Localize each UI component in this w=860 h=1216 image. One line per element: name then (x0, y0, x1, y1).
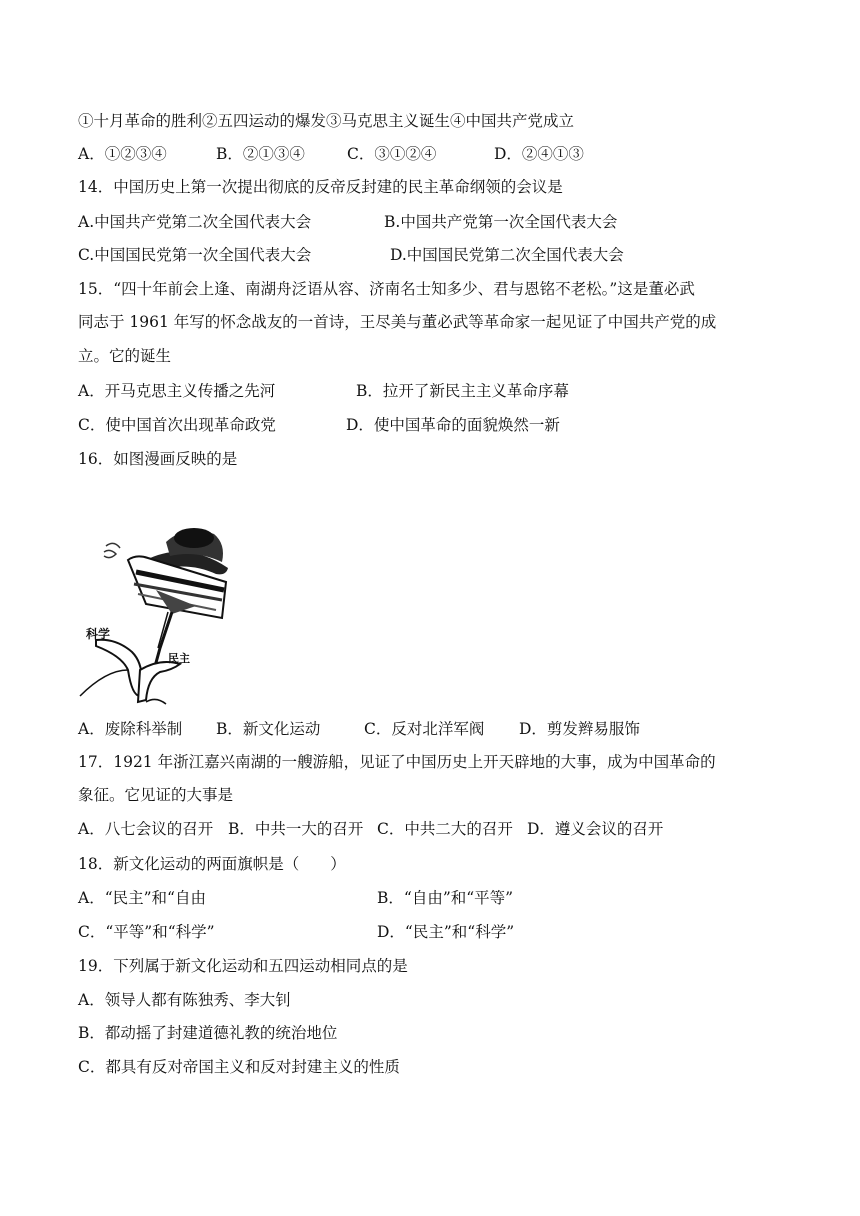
q16-stem: 16．如图漫画反映的是 (78, 450, 238, 468)
q16-option-d: D．剪发辫易服饰 (519, 720, 640, 738)
cartoon-image (76, 520, 236, 706)
q19-option-b: B．都动摇了封建道德礼教的统治地位 (78, 1024, 338, 1042)
q18-option-d: D．“民主”和“科学” (377, 923, 515, 941)
q13-option-a: A．①②③④ (78, 145, 167, 163)
q13-option-c: C．③①②④ (347, 145, 437, 163)
q19-stem: 19．下列属于新文化运动和五四运动相同点的是 (78, 957, 408, 975)
cartoon-label-democracy: 民主 (168, 652, 190, 665)
q13-items: ①十月革命的胜利②五四运动的爆发③马克思主义诞生④中国共产党成立 (78, 112, 575, 130)
q16-option-b: B．新文化运动 (216, 720, 321, 738)
q17-stem-line-2: 象征。它见证的大事是 (78, 786, 234, 804)
q16-option-a: A．废除科举制 (78, 720, 183, 738)
q18-option-a: A．“民主”和“自由 (78, 889, 206, 907)
q14-option-c: C.中国国民党第一次全国代表大会 (78, 246, 312, 264)
q15-option-a: A．开马克思主义传播之先河 (78, 382, 276, 400)
q17-stem-line-1: 17．1921 年浙江嘉兴南湖的一艘游船，见证了中国历史上开天辟地的大事，成为中国革命的 (78, 753, 716, 771)
q15-option-d: D．使中国革命的面貌焕然一新 (346, 416, 560, 434)
q17-option-a: A．八七会议的召开 (78, 820, 214, 838)
q15-option-b: B．拉开了新民主主义革命序幕 (356, 382, 569, 400)
q17-option-b: B．中共一大的召开 (228, 820, 364, 838)
q14-stem: 14．中国历史上第一次提出彻底的反帝反封建的民主革命纲领的会议是 (78, 178, 563, 196)
q18-option-b: B．“自由”和“平等” (377, 889, 514, 907)
q15-option-c: C．使中国首次出现革命政党 (78, 416, 276, 434)
q18-stem: 18．新文化运动的两面旗帜是（ ） (78, 855, 346, 873)
q13-option-d: D．②④①③ (494, 145, 584, 163)
q15-stem-line-3: 立。它的诞生 (78, 347, 172, 365)
q17-option-d: D．遵义会议的召开 (527, 820, 664, 838)
q14-option-a: A.中国共产党第二次全国代表大会 (78, 213, 312, 231)
q16-option-c: C．反对北洋军阀 (364, 720, 485, 738)
q19-option-a: A．领导人都有陈独秀、李大钊 (78, 991, 291, 1009)
q14-option-d: D.中国国民党第二次全国代表大会 (390, 246, 624, 264)
q19-option-c: C．都具有反对帝国主义和反对封建主义的性质 (78, 1058, 400, 1076)
q15-stem-line-1: 15．“四十年前会上逢、南湖舟泛语从容、济南名士知多少、君与恩铭不老松。”这是董必武 (78, 280, 695, 298)
q18-option-c: C．“平等”和“科学” (78, 923, 215, 941)
q13-option-b: B．②①③④ (216, 145, 305, 163)
q17-option-c: C．中共二大的召开 (377, 820, 513, 838)
q15-stem-line-2: 同志于 1961 年写的怀念战友的一首诗，王尽美与董必武等革命家一起见证了中国共产党的成 (78, 313, 717, 331)
q14-option-b: B.中国共产党第一次全国代表大会 (384, 213, 618, 231)
cartoon-label-science: 科学 (86, 627, 111, 641)
